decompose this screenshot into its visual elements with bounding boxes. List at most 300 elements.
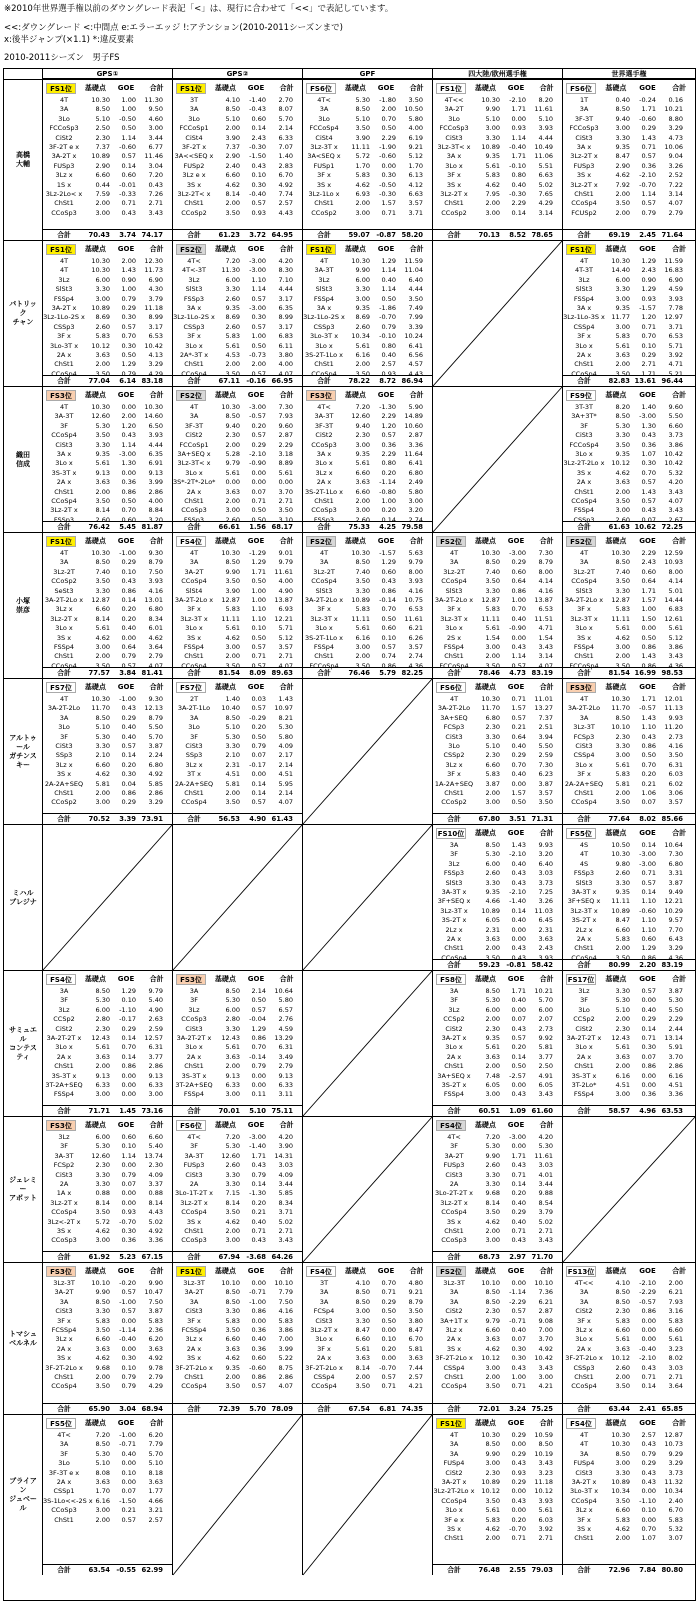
element-row xyxy=(173,1062,302,1071)
goe-value: 0.29 xyxy=(641,1459,656,1468)
goe-value: 0.43 xyxy=(641,1468,656,1477)
total-score: 63.53 xyxy=(661,1107,683,1115)
element-code: 2S x xyxy=(446,633,462,642)
goe-value: 0.43 xyxy=(641,431,656,440)
element-code: 2A xyxy=(189,1179,199,1188)
element-code: 4T xyxy=(449,695,459,703)
element-total: 3.63 xyxy=(148,1477,163,1486)
total-label: 合計 xyxy=(57,377,71,385)
base-value: 3.30 xyxy=(355,1316,370,1325)
element-row xyxy=(173,615,302,624)
block-header xyxy=(563,387,695,403)
element-total: 5.50 xyxy=(668,412,683,421)
total-label: 合計 xyxy=(187,1107,201,1115)
element-code: 3Lo x xyxy=(315,341,333,350)
element-row xyxy=(303,403,432,412)
element-total: 3.50 xyxy=(408,96,423,104)
goe-value: 0.80 xyxy=(381,459,396,468)
total-score: 83.19 xyxy=(531,669,553,677)
base-value: 5.83 xyxy=(615,770,630,779)
element-code: 3A xyxy=(449,1297,459,1306)
base-value: 5.72 xyxy=(95,1217,110,1226)
base-value: 8.50 xyxy=(615,713,630,722)
element-total: 6.53 xyxy=(148,332,163,341)
total-score: 79.03 xyxy=(531,1566,553,1574)
base-value: 8.50 xyxy=(225,987,240,995)
element-row xyxy=(43,105,172,114)
base-value: 8.50 xyxy=(615,1449,630,1458)
element-total: 5.02 xyxy=(538,1217,553,1226)
goe-value: 0.71 xyxy=(641,142,656,151)
base-value: 3.50 xyxy=(95,661,110,670)
element-total: 5.30 xyxy=(668,996,683,1005)
element-code: 3Lo xyxy=(58,1459,70,1468)
goe-value: 0.14 xyxy=(121,751,136,760)
base-value: 6.16 xyxy=(355,633,370,642)
base-value: 7.20 xyxy=(95,1431,110,1439)
element-row xyxy=(43,162,172,171)
element-code: 2Lz x xyxy=(575,925,593,934)
element-code: CCoSp4 xyxy=(311,369,337,378)
element-row xyxy=(173,733,302,742)
element-total: 5.40 xyxy=(148,1142,163,1151)
element-row xyxy=(433,1072,562,1081)
goe-value: 0.30 xyxy=(121,313,136,322)
score-block xyxy=(172,1262,302,1414)
base-value: 3.30 xyxy=(485,732,500,741)
base-value: 11.30 xyxy=(221,266,240,275)
goe-value: -0.17 xyxy=(249,760,266,769)
goe-value: 0.50 xyxy=(381,1316,396,1325)
element-total: 4.16 xyxy=(538,586,553,595)
goe-value: 0.57 xyxy=(511,1033,526,1042)
element-total: 8.21 xyxy=(278,713,293,722)
element-row xyxy=(563,615,695,624)
goe-value: 0.14 xyxy=(511,208,526,217)
element-total: 8.00 xyxy=(408,567,423,576)
element-total: 4.20 xyxy=(278,257,293,265)
total-label: 合計 xyxy=(187,523,201,531)
element-total: 2.59 xyxy=(148,1024,163,1033)
element-code: 4T<< xyxy=(444,96,464,104)
element-total: 4.01 xyxy=(538,1170,553,1179)
element-code: FSSp3 xyxy=(183,294,205,303)
base-value: 2.00 xyxy=(95,199,110,208)
total-row xyxy=(433,229,562,240)
element-code: CCSp2 xyxy=(53,1015,75,1024)
element-code: 3A-2T-2T x xyxy=(566,1033,602,1042)
element-code: 3F-3T xyxy=(574,114,594,123)
element-row xyxy=(303,199,432,208)
base-value: 5.83 xyxy=(95,1316,110,1325)
base-value: 8.50 xyxy=(355,1288,370,1297)
element-row xyxy=(43,403,172,412)
base-value: 5.30 xyxy=(95,1142,110,1151)
block-header xyxy=(43,1117,172,1133)
element-total: 13.14 xyxy=(664,1033,683,1042)
element-total: 3.49 xyxy=(278,1052,293,1061)
element-row xyxy=(173,1307,302,1316)
base-value: 8.50 xyxy=(225,105,240,114)
column-label: 基礎点 xyxy=(605,683,627,691)
block-header xyxy=(433,825,562,841)
element-total: 10.59 xyxy=(534,1431,553,1439)
element-code: 3A xyxy=(319,1288,329,1297)
element-total: 5.91 xyxy=(668,1043,683,1052)
column-label: GOE xyxy=(377,84,395,92)
element-code: FUSp2 xyxy=(183,161,205,170)
element-code: 3Lz-2T xyxy=(53,567,75,576)
element-total: 2.86 xyxy=(278,1372,293,1381)
element-total: 2.44 xyxy=(668,1024,683,1033)
goe-value: 0.29 xyxy=(511,1431,526,1439)
element-code: 3A xyxy=(59,1297,69,1306)
base-value: 3.00 xyxy=(225,506,240,515)
base-value: 11.11 xyxy=(351,614,370,623)
base-value: 3.30 xyxy=(225,1024,240,1033)
base-value: 8.50 xyxy=(225,412,240,421)
element-code: 3Lz xyxy=(188,1005,200,1014)
total-label: 合計 xyxy=(57,1253,71,1261)
goe-value: 1.14 xyxy=(121,133,136,142)
element-total: 4.07 xyxy=(148,661,163,670)
total-row xyxy=(43,1564,172,1575)
element-row xyxy=(433,199,562,208)
goe-value: 0.71 xyxy=(511,1226,526,1235)
goe-value: 0.57 xyxy=(251,322,266,331)
total-goe: 13.61 xyxy=(634,377,656,385)
element-total: 5.81 xyxy=(538,1043,553,1052)
total-score: 58.20 xyxy=(401,231,423,239)
element-total: 6.90 xyxy=(668,275,683,284)
base-value: 4.66 xyxy=(485,897,500,906)
element-code: FUSp3 xyxy=(183,1161,205,1170)
element-code: 3A-2T xyxy=(184,567,204,576)
base-value: 2.60 xyxy=(615,869,630,878)
element-total: 6.63 xyxy=(538,171,553,180)
base-value: 6.60 xyxy=(485,1325,500,1334)
element-total: 4.07 xyxy=(278,369,293,378)
base-value: 10.12 xyxy=(481,1354,500,1363)
element-row xyxy=(173,695,302,704)
goe-value: 1.71 xyxy=(251,1151,266,1160)
element-code: CiSt3 xyxy=(185,1307,203,1316)
column-label: 基礎点 xyxy=(84,1267,106,1275)
element-row xyxy=(303,1298,432,1307)
element-total: 8.99 xyxy=(278,313,293,322)
base-value: 3.63 xyxy=(485,1335,500,1344)
element-total: 10.60 xyxy=(404,421,423,430)
element-total: 2.36 xyxy=(148,1325,163,1334)
total-base: 59.23 xyxy=(478,961,500,969)
total-score: 98.53 xyxy=(661,669,683,677)
base-value: 5.61 xyxy=(355,459,370,468)
goe-value: -0.30 xyxy=(379,189,396,198)
element-code: CSSp4 xyxy=(443,1363,465,1372)
element-row xyxy=(303,1354,432,1363)
rank-badge: FS7位 xyxy=(176,682,206,693)
column-label: GOE xyxy=(377,537,395,545)
rank-badge: FS5位 xyxy=(566,828,596,839)
element-row xyxy=(563,143,695,152)
score-block xyxy=(42,1262,172,1414)
element-total: 4.20 xyxy=(668,478,683,487)
base-value: 6.60 xyxy=(355,1335,370,1344)
base-value: 3.00 xyxy=(615,1090,630,1099)
element-row xyxy=(563,733,695,742)
element-code: 3A-2T-1Lo xyxy=(177,704,211,713)
total-score: 96.44 xyxy=(661,377,683,385)
total-goe: 10.62 xyxy=(634,523,656,531)
element-row xyxy=(563,1525,695,1534)
goe-value: 0.00 xyxy=(251,1279,266,1287)
base-value: 3.50 xyxy=(95,1325,110,1334)
element-total: 3.17 xyxy=(278,322,293,331)
base-value: 5.83 xyxy=(615,1316,630,1325)
base-value: 7.37 xyxy=(95,142,110,151)
element-code: 3A-2T-2T x xyxy=(176,1033,212,1042)
element-total: 2.51 xyxy=(538,723,553,732)
element-code: 3Lz-2T-2Lo x xyxy=(563,459,605,468)
element-total: 3.80 xyxy=(278,350,293,359)
element-code: 4T xyxy=(579,549,589,557)
base-value: 8.50 xyxy=(225,558,240,567)
element-code: 1A x xyxy=(56,1189,72,1198)
base-value: 1.40 xyxy=(225,695,240,703)
element-row xyxy=(173,181,302,190)
element-code: CCoSp4 xyxy=(441,1208,467,1217)
element-row xyxy=(433,1326,562,1335)
element-code: CCoSp3 xyxy=(181,506,207,515)
goe-value: -0.60 xyxy=(639,114,656,123)
goe-value: 0.00 xyxy=(641,996,656,1005)
goe-value: 0.43 xyxy=(251,1161,266,1170)
column-label: GOE xyxy=(117,84,135,92)
element-total: 10.12 xyxy=(534,1487,553,1496)
goe-value: 0.40 xyxy=(511,741,526,750)
element-total: 8.80 xyxy=(668,114,683,123)
base-value: 3.50 xyxy=(615,577,630,586)
base-value: 3.30 xyxy=(95,741,110,750)
element-code: 3A-2T xyxy=(444,105,464,114)
element-row xyxy=(563,1534,695,1543)
element-row xyxy=(563,1516,695,1525)
element-code: 3A-2T x xyxy=(441,1033,467,1042)
element-code: 3S x xyxy=(576,633,592,642)
total-row xyxy=(303,667,432,678)
base-value: 2.31 xyxy=(485,925,500,934)
element-code: 3F-3T xyxy=(184,421,204,430)
goe-value: -0.70 xyxy=(379,313,396,322)
goe-value: -2.29 xyxy=(639,1288,656,1297)
element-total: 7.37 xyxy=(538,713,553,722)
base-value: 8.14 xyxy=(95,506,110,515)
rank-badge: FS1位 xyxy=(176,83,206,94)
base-value: 10.30 xyxy=(221,549,240,557)
element-total: 10.34 xyxy=(664,1487,683,1496)
element-code: 3Lz-2T x xyxy=(310,1325,338,1334)
goe-value: -3.00 xyxy=(119,449,136,458)
goe-value: 0.36 xyxy=(121,478,136,487)
base-value: 3.63 xyxy=(225,1052,240,1061)
element-total: 3.57 xyxy=(408,642,423,651)
element-row xyxy=(43,276,172,285)
element-total: 6.45 xyxy=(538,916,553,925)
goe-value: 2.57 xyxy=(381,360,396,369)
element-total: 3.57 xyxy=(538,788,553,797)
goe-value: -0.50 xyxy=(119,114,136,123)
element-total: 3.16 xyxy=(668,1307,683,1316)
goe-value: -0.71 xyxy=(249,1288,266,1297)
total-base: 63.54 xyxy=(88,1566,110,1574)
base-value: 11.11 xyxy=(611,614,630,623)
element-total: 4.07 xyxy=(538,661,553,670)
element-row xyxy=(43,1208,172,1217)
total-score: 71.64 xyxy=(661,231,683,239)
base-value: 12.43 xyxy=(611,1033,630,1042)
goe-value: 1.07 xyxy=(641,1534,656,1543)
total-base: 67.11 xyxy=(218,377,240,385)
element-total: 3.26 xyxy=(538,897,553,906)
goe-value: 0.43 xyxy=(511,878,526,887)
block-header xyxy=(563,533,695,549)
base-value: 6.00 xyxy=(355,275,370,284)
element-row xyxy=(563,1459,695,1468)
goe-value: -0.60 xyxy=(379,152,396,161)
element-total: 9.13 xyxy=(148,468,163,477)
column-label: 合計 xyxy=(539,1121,554,1129)
goe-value: 0.70 xyxy=(381,605,396,614)
element-code: 3A-2T x xyxy=(571,1477,597,1486)
score-block xyxy=(562,532,695,678)
element-row xyxy=(563,478,695,487)
base-value: 3.50 xyxy=(485,661,500,670)
base-value: 3.30 xyxy=(615,1468,630,1477)
base-value: 8.69 xyxy=(95,313,110,322)
goe-value: -2.10 xyxy=(639,171,656,180)
total-label: 合計 xyxy=(447,815,461,823)
base-value: 2.60 xyxy=(225,515,240,524)
element-total: 3.93 xyxy=(538,1496,553,1505)
column-label: 基礎点 xyxy=(214,537,236,545)
column-label: 合計 xyxy=(539,84,554,92)
element-code: 3Lz-1Lo-2S x xyxy=(173,313,215,322)
base-value: 3.00 xyxy=(225,642,240,651)
total-row xyxy=(43,521,172,532)
element-row xyxy=(43,1373,172,1382)
element-total: 8.14 xyxy=(148,1198,163,1207)
element-total: 7.00 xyxy=(538,1325,553,1334)
goe-value: 1.06 xyxy=(641,788,656,797)
element-row xyxy=(563,304,695,313)
element-code: FCSp3 xyxy=(573,732,595,741)
goe-value: 0.00 xyxy=(641,1325,656,1334)
element-row xyxy=(433,1227,562,1236)
element-code: 3Lz-3T x xyxy=(570,614,598,623)
column-label: GOE xyxy=(247,975,265,983)
base-value: 6.60 xyxy=(95,605,110,614)
element-total: 5.70 xyxy=(278,114,293,123)
goe-value: 0.70 xyxy=(381,1279,396,1287)
goe-value: 0.79 xyxy=(251,1062,266,1071)
goe-value: 0.57 xyxy=(121,1515,136,1524)
element-total: 6.91 xyxy=(148,459,163,468)
element-row xyxy=(433,1431,562,1440)
base-value: 10.89 xyxy=(91,303,110,312)
element-row xyxy=(303,257,432,266)
block-header xyxy=(173,241,302,257)
element-row xyxy=(173,403,302,412)
element-total: 3.43 xyxy=(668,506,683,515)
element-code: 3S x xyxy=(56,1226,72,1235)
element-row xyxy=(173,105,302,114)
goe-value: 0.00 xyxy=(511,779,526,788)
element-code: 3S-3T x xyxy=(51,1071,77,1080)
element-row xyxy=(563,944,695,953)
element-total: 4.92 xyxy=(148,1354,163,1363)
goe-value: 0.64 xyxy=(121,642,136,651)
element-total: 3.43 xyxy=(278,1236,293,1245)
element-row xyxy=(433,704,562,713)
goe-value: 0.93 xyxy=(381,369,396,378)
base-value: 3.63 xyxy=(615,1052,630,1061)
element-row xyxy=(173,1208,302,1217)
goe-value: 0.57 xyxy=(511,713,526,722)
element-code: 3F xyxy=(450,1142,458,1151)
element-row xyxy=(563,1487,695,1496)
element-row xyxy=(173,304,302,313)
base-value: 10.12 xyxy=(91,341,110,350)
goe-value: 0.00 xyxy=(121,1477,136,1486)
column-label: 合計 xyxy=(672,975,687,983)
element-total: 11.20 xyxy=(664,723,683,732)
element-row xyxy=(43,1161,172,1170)
skater-name: 織田 信成 xyxy=(4,386,42,532)
goe-value: 2.14 xyxy=(251,987,266,995)
column-label: GOE xyxy=(117,391,135,399)
element-total: 6.20 xyxy=(148,1335,163,1344)
element-row xyxy=(43,1440,172,1449)
base-value: 7.48 xyxy=(485,1071,500,1080)
element-total: 3.99 xyxy=(148,478,163,487)
element-row xyxy=(563,897,695,906)
goe-value: -1.86 xyxy=(379,303,396,312)
element-row xyxy=(563,1431,695,1440)
goe-value: 0.40 xyxy=(511,1217,526,1226)
goe-value: 0.00 xyxy=(121,1071,136,1080)
base-value: 3.50 xyxy=(485,1382,500,1391)
element-row xyxy=(43,1487,172,1496)
goe-value: 0.79 xyxy=(251,741,266,750)
element-code: 4T< xyxy=(317,96,331,104)
goe-value: -1.10 xyxy=(119,1005,136,1014)
element-row xyxy=(173,1152,302,1161)
element-row xyxy=(563,798,695,807)
base-value: 5.61 xyxy=(615,1043,630,1052)
base-value: 3.50 xyxy=(615,798,630,807)
goe-value: -0.90 xyxy=(509,624,526,633)
goe-value: 1.10 xyxy=(641,723,656,732)
goe-value: 0.50 xyxy=(251,732,266,741)
element-total: 3.57 xyxy=(278,642,293,651)
goe-value: 0.50 xyxy=(251,506,266,515)
total-goe: 2.45 xyxy=(639,231,656,239)
element-total: 10.30 xyxy=(144,403,163,411)
column-label: 合計 xyxy=(149,1419,164,1427)
element-row xyxy=(43,1081,172,1090)
element-code: 4T< xyxy=(57,1431,71,1439)
goe-value: 0.79 xyxy=(121,1372,136,1381)
